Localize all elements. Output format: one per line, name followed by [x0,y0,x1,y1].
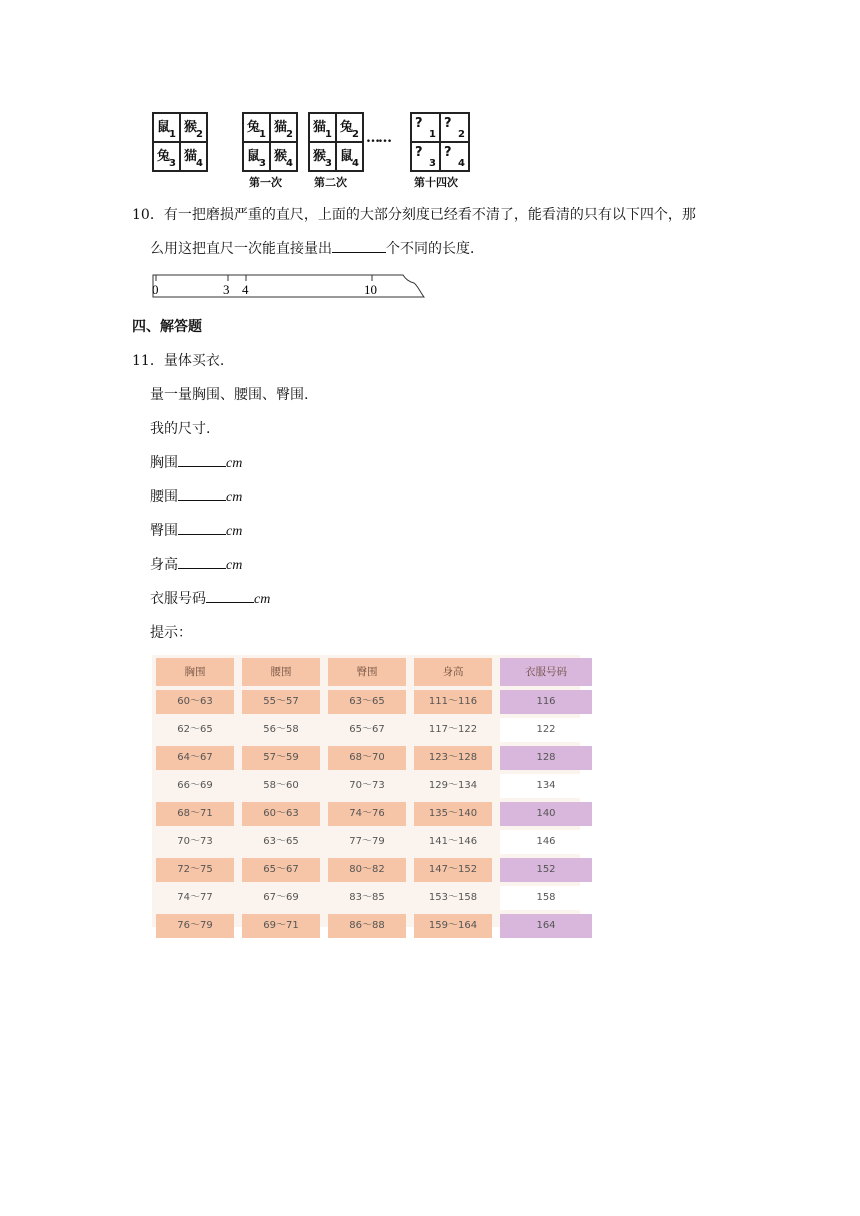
grid-cell [336,142,363,171]
cell-animal: 猫 [313,120,327,135]
table-cell: 134 [500,774,592,798]
table-cell: 164 [500,914,592,938]
ruler-outline [153,275,424,297]
ruler-label-3: 3 [223,282,230,297]
grid-first [242,112,298,172]
table-cell: 153～158 [428,892,478,903]
table-cell: 72～75 [156,858,234,882]
cell-number: 1 [169,129,176,140]
cell-number: 3 [169,158,176,169]
table-cell: 83～85 [349,892,385,903]
table-cell: 147～152 [414,858,492,882]
table-cell: 122 [500,718,592,742]
cell-number: 2 [352,129,359,140]
grid-cell [440,113,469,142]
table-header: 身高 [414,658,492,686]
q10-number: 10． [132,207,164,223]
q10-line1 [132,204,696,224]
cell-animal: ? [415,116,423,131]
cell-number: 3 [325,158,332,169]
q10-line2 [150,238,484,258]
cell-number: 2 [286,129,293,140]
table-cell: 117～122 [428,724,478,735]
q10-answer-blank[interactable] [332,240,386,253]
grid-cell [270,113,297,142]
table-cell: 86～88 [328,914,406,938]
grid-cell [153,113,180,142]
field-label: 衣服号码 [150,591,206,607]
table-cell: 140 [500,802,592,826]
table-header: 衣服号码 [500,658,592,686]
table-cell: 62～65 [177,724,213,735]
table-header: 臀围 [328,658,406,686]
cell-number: 2 [458,129,465,140]
cell-number: 1 [429,129,436,140]
cell-animal: 鼠 [157,120,171,135]
field-size [150,588,270,608]
grid-cell [309,142,336,171]
q11-measure: 量一量胸围、腰围、臀围. [150,387,309,403]
table-header: 腰围 [242,658,320,686]
field-height [150,554,242,574]
q10-text-post: 个不同的长度． [386,241,484,257]
table-cell: 69～71 [242,914,320,938]
ellipsis: …… [366,130,390,146]
table-cell: 63～65 [328,690,406,714]
table-cell: 64～67 [156,746,234,770]
grid-cell [180,113,207,142]
cell-number: 3 [429,158,436,169]
field-hip [150,520,242,540]
q11-mysize: 我的尺寸. [150,421,211,437]
table-cell: 159～164 [414,914,492,938]
cell-animal: ? [415,145,423,160]
q11-number: 11． [132,353,164,369]
height-blank[interactable] [178,556,226,569]
table-cell: 58～60 [263,780,299,791]
hip-blank[interactable] [178,522,226,535]
field-unit: cm [226,490,243,505]
caption-second: 第二次 [314,176,347,189]
cell-number: 4 [196,158,203,169]
field-unit: cm [226,456,243,471]
section-title: 四、解答题 [132,319,202,335]
table-cell: 70～73 [177,836,213,847]
ruler-label-10: 10 [364,282,377,297]
cell-number: 2 [196,129,203,140]
table-cell: 152 [500,858,592,882]
waist-blank[interactable] [178,488,226,501]
cell-animal: 猴 [184,120,198,135]
field-label: 腰围 [150,489,178,505]
grid-cell [411,142,440,171]
grid-cell [440,142,469,171]
table-cell: 141～146 [428,836,478,847]
table-cell: 67～69 [263,892,299,903]
field-unit: cm [254,592,271,607]
q10-text-pre: 么用这把直尺一次能直接量出 [150,241,332,257]
table-cell: 55～57 [242,690,320,714]
table-cell: 76～79 [156,914,234,938]
size-blank[interactable] [206,590,254,603]
cell-number: 4 [458,158,465,169]
field-unit: cm [226,558,243,573]
table-cell: 66～69 [177,780,213,791]
size-table-grid [152,655,596,941]
field-label: 臀围 [150,523,178,539]
ruler-label-4: 4 [242,282,249,297]
table-cell: 146 [500,830,592,854]
table-cell: 70～73 [349,780,385,791]
table-cell: 65～67 [349,724,385,735]
table-cell: 135～140 [414,802,492,826]
grid-second [308,112,364,172]
grid-fourteenth [410,112,470,172]
size-table [152,655,580,931]
table-cell: 74～77 [177,892,213,903]
grid-cell [243,142,270,171]
grid-cell [270,142,297,171]
cell-number: 1 [325,129,332,140]
table-cell: 60～63 [242,802,320,826]
field-label: 胸围 [150,455,178,471]
cell-number: 4 [286,158,293,169]
grid-cell [336,113,363,142]
cell-animal: 兔 [340,120,354,135]
table-cell: 129～134 [428,780,478,791]
cell-number: 4 [352,158,359,169]
cell-animal: 鼠 [247,149,261,164]
cell-animal: 兔 [247,120,261,135]
table-cell: 116 [500,690,592,714]
field-waist [150,486,242,506]
chest-blank[interactable] [178,454,226,467]
q11-title: 量体买衣. [163,353,225,369]
table-header: 胸围 [156,658,234,686]
table-cell: 65～67 [242,858,320,882]
table-cell: 80～82 [328,858,406,882]
grid-cell [153,142,180,171]
table-cell: 128 [500,746,592,770]
ruler-label-0: 0 [152,282,159,297]
grid-cell [309,113,336,142]
table-cell: 158 [500,886,592,910]
cell-animal: 猴 [274,149,288,164]
table-cell: 74～76 [328,802,406,826]
cell-animal: ? [444,116,452,131]
field-chest [150,452,242,472]
grid-cell [243,113,270,142]
table-cell: 123～128 [414,746,492,770]
table-cell: 68～71 [156,802,234,826]
q10-text-line1: 有一把磨损严重的直尺，上面的大部分刻度已经看不清了，能看清的只有以下四个，那 [163,207,696,223]
grid-cell [180,142,207,171]
table-cell: 63～65 [263,836,299,847]
cell-number: 3 [259,158,266,169]
q11-title-line [132,350,224,370]
grid-start [152,112,208,172]
cell-animal: 猫 [184,149,198,164]
cell-animal: 猴 [313,149,327,164]
table-cell: 56～58 [263,724,299,735]
table-cell: 60～63 [156,690,234,714]
caption-fourteenth: 第十四次 [414,176,458,189]
grid-cell [411,113,440,142]
cell-animal: ? [444,145,452,160]
worn-ruler [148,270,428,300]
cell-number: 1 [259,129,266,140]
field-unit: cm [226,524,243,539]
cell-animal: 猫 [274,120,288,135]
table-cell: 68～70 [328,746,406,770]
table-cell: 57～59 [242,746,320,770]
hint-label: 提示： [150,625,192,641]
cell-animal: 鼠 [340,149,354,164]
table-cell: 111～116 [414,690,492,714]
field-label: 身高 [150,557,178,573]
table-cell: 77～79 [349,836,385,847]
caption-first: 第一次 [249,176,282,189]
cell-animal: 兔 [157,149,171,164]
